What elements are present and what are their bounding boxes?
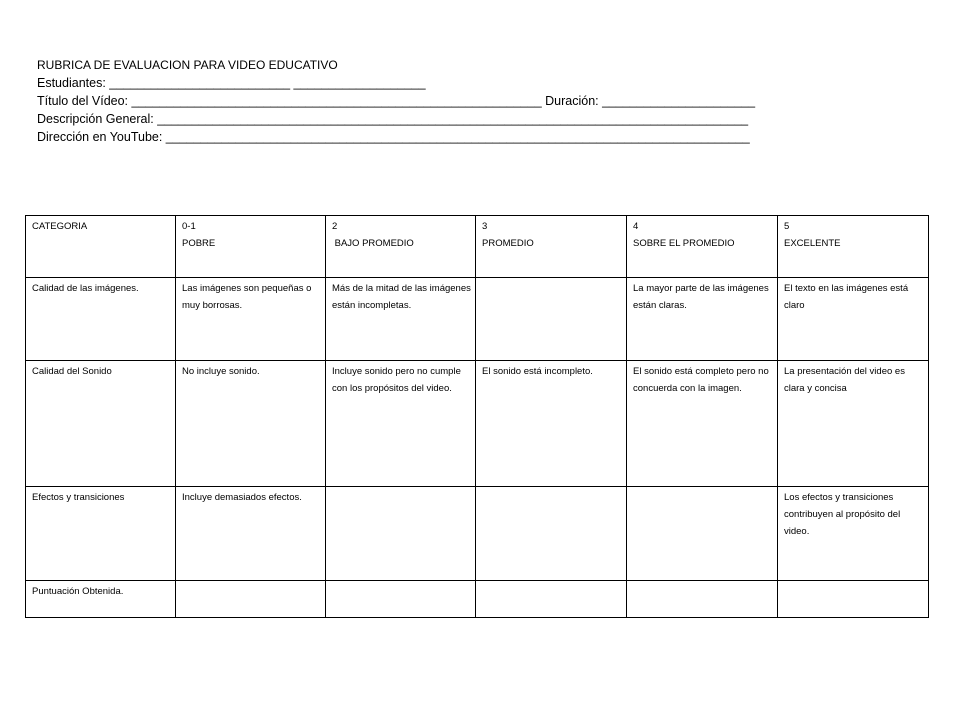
table-cell: El sonido está completo pero no concuerda con la imagen. bbox=[627, 361, 778, 487]
document-title: RUBRICA DE EVALUACION PARA VIDEO EDUCATIVO bbox=[37, 58, 338, 72]
table-cell: Efectos y transiciones bbox=[26, 487, 176, 581]
table-cell: El sonido está incompleto. bbox=[476, 361, 627, 487]
table-cell bbox=[176, 581, 326, 618]
header-cell-category: CATEGORIA bbox=[26, 216, 176, 278]
table-cell: Más de la mitad de las imágenes están incompletas. bbox=[326, 278, 476, 361]
table-cell: Incluye sonido pero no cumple con los propósitos del video. bbox=[326, 361, 476, 487]
table-cell: El texto en las imágenes está claro bbox=[778, 278, 929, 361]
table-cell bbox=[326, 487, 476, 581]
table-cell: La mayor parte de las imágenes están claras. bbox=[627, 278, 778, 361]
table-cell bbox=[627, 581, 778, 618]
table-cell: La presentación del video es clara y concisa bbox=[778, 361, 929, 487]
rubric-table bbox=[25, 215, 929, 618]
table-cell bbox=[476, 278, 627, 361]
description-field: Descripción General: _____________________________________________________________________________________ bbox=[37, 112, 749, 126]
table-cell: No incluye sonido. bbox=[176, 361, 326, 487]
table-cell bbox=[476, 581, 627, 618]
table-cell: Las imágenes son pequeñas o muy borrosas. bbox=[176, 278, 326, 361]
table-cell bbox=[627, 487, 778, 581]
header-cell-score-0-1: 0-1 POBRE bbox=[176, 216, 326, 278]
table-cell bbox=[476, 487, 627, 581]
table-cell bbox=[778, 581, 929, 618]
table-row bbox=[26, 487, 929, 581]
table-row bbox=[26, 581, 929, 618]
table-cell: Los efectos y transiciones contribuyen al propósito del video. bbox=[778, 487, 929, 581]
header-cell-score-5: 5 EXCELENTE bbox=[778, 216, 929, 278]
table-cell: Calidad del Sonido bbox=[26, 361, 176, 487]
students-field: Estudiantes: __________________________ ___________________ bbox=[37, 76, 426, 90]
header-cell-score-2: 2 BAJO PROMEDIO bbox=[326, 216, 476, 278]
header-cell-score-3: 3 PROMEDIO bbox=[476, 216, 627, 278]
header-cell-score-4: 4 SOBRE EL PROMEDIO bbox=[627, 216, 778, 278]
table-header-row bbox=[26, 216, 929, 278]
table-cell: Incluye demasiados efectos. bbox=[176, 487, 326, 581]
table-cell: Puntuación Obtenida. bbox=[26, 581, 176, 618]
table-cell bbox=[326, 581, 476, 618]
rubric-header bbox=[37, 56, 755, 146]
video-title-field: Título del Vídeo: ___________________________________________________________ Duración: ______________________ bbox=[37, 94, 756, 108]
table-row bbox=[26, 278, 929, 361]
table-cell: Calidad de las imágenes. bbox=[26, 278, 176, 361]
table-row bbox=[26, 361, 929, 487]
youtube-field: Dirección en YouTube: ____________________________________________________________________________________ bbox=[37, 130, 750, 144]
